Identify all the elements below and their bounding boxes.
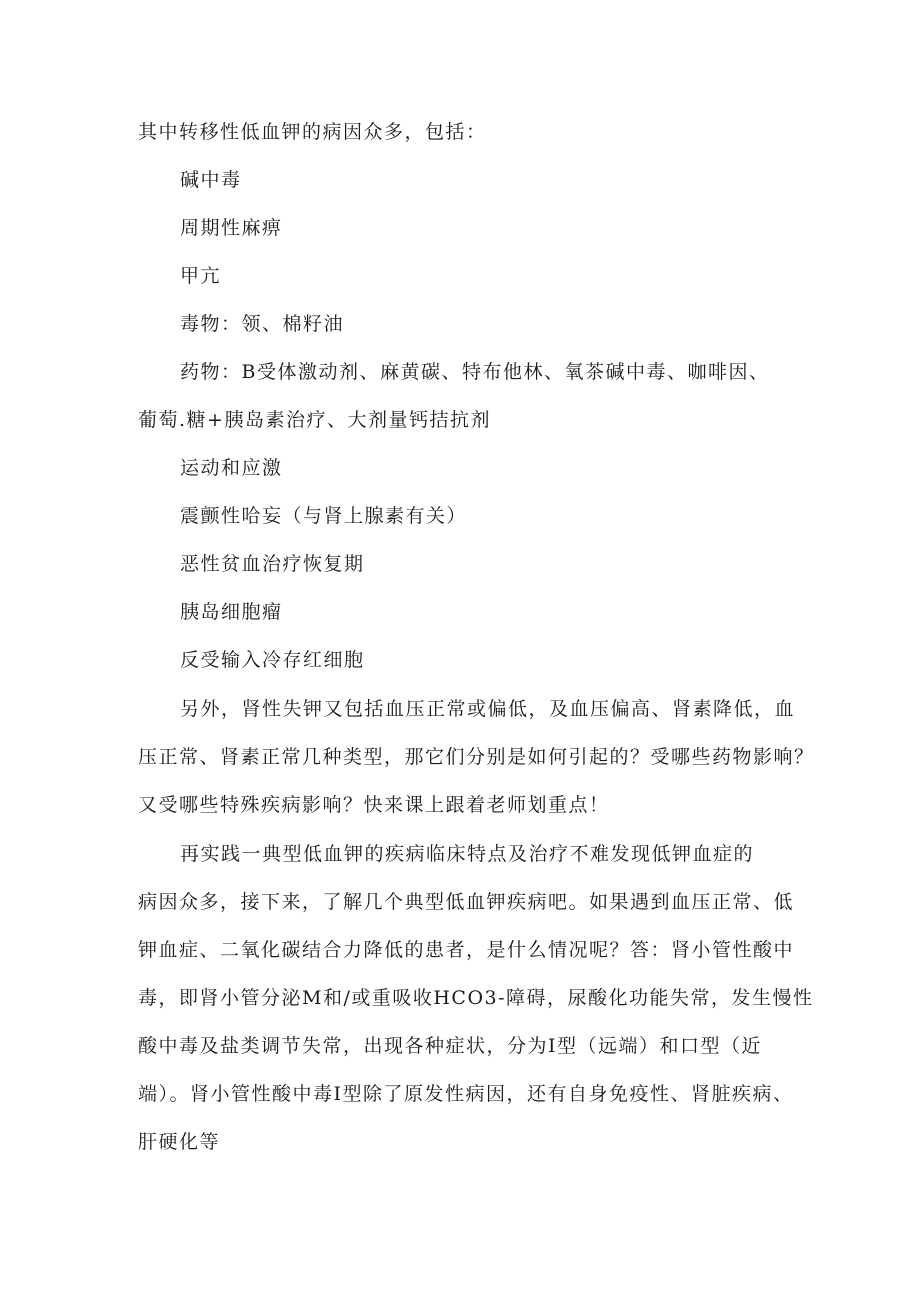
cause-item-drugs-line1: 药物：B受体激动剂、麻黄碳、特布他林、氧茶碱中毒、咖啡因、 (180, 361, 770, 383)
paragraph-rta-line6: 端）。肾小管性酸中毒I型除了原发性病因，还有自身免疫性、肾脏疾病、 (138, 1083, 794, 1105)
paragraph-rta-line5: 酸中毒及盐类调节失常，出现各种症状，分为I型（远端）和口型（近 (138, 1035, 763, 1057)
cause-item-pernicious-anemia: 恶性贫血治疗恢复期 (180, 553, 365, 575)
cause-item-hyperthyroidism: 甲亢 (180, 265, 222, 287)
intro-line: 其中转移性低血钾的病因众多，包括： (138, 121, 487, 143)
cause-item-insulinoma: 胰岛细胞瘤 (180, 601, 283, 623)
paragraph-rta-line7: 肝硬化等 (138, 1131, 221, 1153)
paragraph-rta-line1: 再实践一典型低血钾的疾病临床特点及治疗不难发现低钾血症的 (180, 843, 755, 865)
cause-item-alkalosis: 碱中毒 (180, 169, 242, 191)
cause-item-cold-rbc: 反受输入冷存红细胞 (180, 649, 365, 671)
cause-item-delirium: 震颤性哈妄（与肾上腺素有关） (180, 505, 468, 527)
paragraph-renal-line3: 又受哪些特殊疾病影响？快来课上跟着老师划重点！ (138, 794, 610, 816)
cause-item-toxins: 毒物：领、棉籽油 (180, 313, 345, 335)
paragraph-renal-line2: 压正常、肾素正常几种类型，那它们分别是如何引起的？受哪些药物影响？ (138, 746, 815, 768)
paragraph-rta-line2: 病因众多，接下来，了解几个典型低血钾疾病吧。如果遇到血压正常、低 (138, 891, 795, 913)
paragraph-rta-line4: 毒，即肾小管分泌M和/或重吸收HCO3-障碍，尿酸化功能失常，发生慢性 (138, 987, 814, 1009)
cause-item-periodic-paralysis: 周期性麻痹 (180, 217, 283, 239)
cause-item-exercise-stress: 运动和应激 (180, 457, 283, 479)
paragraph-rta-line3: 钾血症、二氧化碳结合力降低的患者，是什么情况呢？答：肾小管性酸中 (138, 939, 795, 961)
paragraph-renal-line1: 另外，肾性失钾又包括血压正常或偏低，及血压偏高、肾素降低，血 (180, 698, 796, 720)
cause-item-drugs-line2: 葡萄.糖+胰岛素治疗、大剂量钙拮抗剂 (138, 409, 491, 431)
